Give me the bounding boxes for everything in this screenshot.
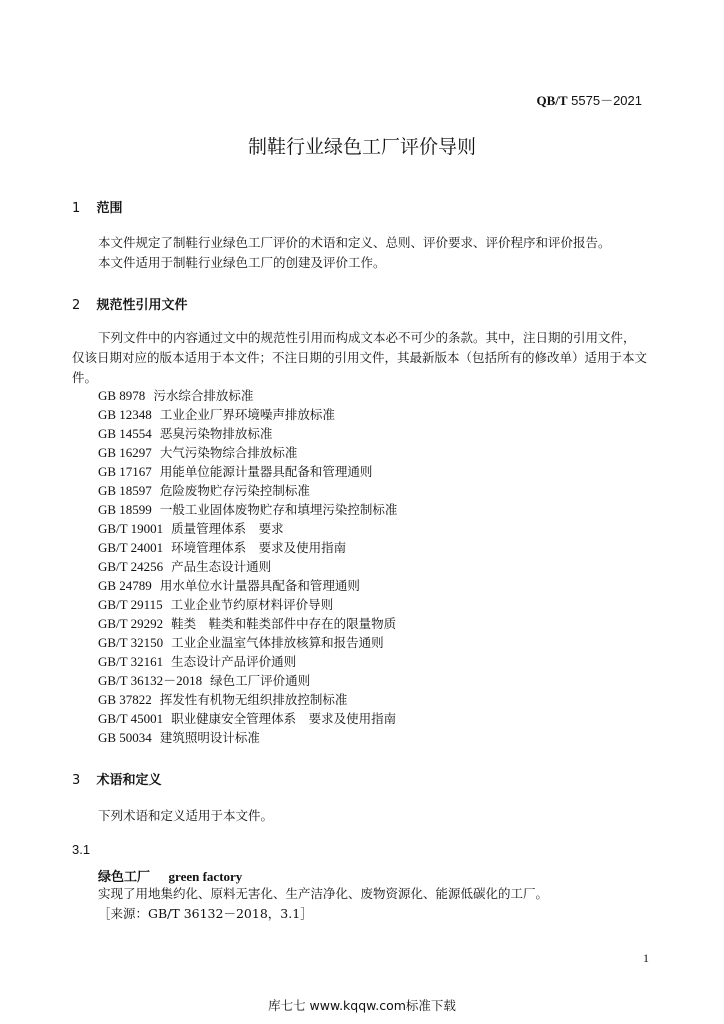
section-title: 范围 (96, 201, 123, 216)
reference-code: GB 18597 (98, 483, 152, 498)
reference-item (98, 500, 397, 519)
reference-code: GB 18599 (98, 502, 152, 517)
reference-item (98, 424, 397, 443)
reference-code: GB/T 19001 (98, 521, 164, 536)
reference-name: 工业企业节约原材料评价导则 (170, 597, 334, 612)
section-title: 术语和定义 (96, 773, 162, 788)
reference-name: 恶臭污染物排放标准 (159, 426, 273, 441)
reference-code: GB/T 29292 (98, 616, 164, 631)
reference-item (98, 652, 397, 671)
document-code-prefix: QB/T (536, 93, 568, 108)
document-code (536, 90, 642, 109)
reference-name: 绿色工厂评价通则 (210, 673, 311, 688)
term-source: ［来源：GB/T 36132－2018，3.1］ (98, 906, 313, 921)
section-1-heading (72, 197, 123, 216)
section-2-heading (72, 294, 188, 313)
reference-name: 一般工业固体废物贮存和填埋污染控制标准 (159, 502, 398, 517)
reference-code: GB 24789 (98, 578, 152, 593)
reference-name: 工业企业厂界环境噪声排放标准 (159, 407, 335, 422)
clause-number: 3.1 (72, 842, 91, 857)
reference-item (98, 443, 397, 462)
section-number: 3 (72, 773, 81, 788)
reference-code: GB 37822 (98, 692, 152, 707)
term-heading (98, 866, 242, 885)
reference-code: GB/T 24001 (98, 540, 164, 555)
reference-item (98, 671, 397, 690)
reference-code: GB/T 24256 (98, 559, 164, 574)
section-3-heading (72, 769, 162, 788)
reference-code: GB/T 36132－2018 (98, 673, 203, 688)
term-definition: 实现了用地集约化、原料无害化、生产洁净化、废物资源化、能源低碳化的工厂。 (98, 886, 549, 901)
section-2-intro: 下列文件中的内容通过文中的规范性引用而构成文本必不可少的条款。其中，注日期的引用文件，仅该日期对应的版本适用于本文件；不注日期的引用文件，其最新版本（包括所有的修改单）适用于本文件。 (72, 330, 648, 385)
reference-name: 用水单位水计量器具配备和管理通则 (159, 578, 360, 593)
reference-item (98, 538, 397, 557)
reference-code: GB 14554 (98, 426, 152, 441)
normative-reference-list (98, 386, 397, 747)
reference-code: GB 17167 (98, 464, 152, 479)
reference-name: 大气污染物综合排放标准 (159, 445, 298, 460)
term-chinese: 绿色工厂 (98, 870, 151, 885)
reference-code: GB 50034 (98, 730, 152, 745)
reference-name: 生态设计产品评价通则 (171, 654, 297, 669)
reference-name: 建筑照明设计标准 (159, 730, 260, 745)
section-title: 规范性引用文件 (96, 298, 188, 313)
section-number: 1 (72, 201, 81, 216)
reference-name: 污水综合排放标准 (153, 388, 254, 403)
section-1-paragraph-1: 本文件规定了制鞋行业绿色工厂评价的术语和定义、总则、评价要求、评价程序和评价报告。 (98, 235, 611, 250)
reference-code: GB/T 32150 (98, 635, 164, 650)
reference-item (98, 633, 397, 652)
section-3-intro: 下列术语和定义适用于本文件。 (98, 808, 274, 823)
footer-watermark: 库七七 www.kqqw.com标准下载 (268, 998, 456, 1013)
section-1-paragraph-2: 本文件适用于制鞋行业绿色工厂的创建及评价工作。 (98, 255, 386, 270)
reference-name: 职业健康安全管理体系 要求及使用指南 (171, 711, 397, 726)
reference-item (98, 519, 397, 538)
reference-item (98, 462, 397, 481)
page-number: 1 (643, 951, 649, 965)
reference-name: 工业企业温室气体排放核算和报告通则 (171, 635, 384, 650)
reference-code: GB/T 32161 (98, 654, 164, 669)
reference-name: 产品生态设计通则 (171, 559, 272, 574)
reference-item (98, 728, 397, 747)
reference-name: 环境管理体系 要求及使用指南 (171, 540, 347, 555)
term-english: green factory (168, 869, 243, 884)
document-code-number: 5575－2021 (571, 93, 642, 108)
reference-item (98, 481, 397, 500)
reference-item (98, 576, 397, 595)
reference-name: 用能单位能源计量器具配备和管理通则 (159, 464, 373, 479)
reference-item (98, 386, 397, 405)
reference-name: 鞋类 鞋类和鞋类部件中存在的限量物质 (171, 616, 397, 631)
reference-item (98, 690, 397, 709)
reference-code: GB 12348 (98, 407, 152, 422)
reference-name: 挥发性有机物无组织排放控制标准 (159, 692, 348, 707)
reference-name: 危险废物贮存污染控制标准 (159, 483, 310, 498)
reference-name: 质量管理体系 要求 (171, 521, 284, 536)
section-number: 2 (72, 298, 81, 313)
document-title: 制鞋行业绿色工厂评价导则 (247, 136, 476, 158)
reference-code: GB/T 45001 (98, 711, 164, 726)
reference-item (98, 614, 397, 633)
reference-item (98, 709, 397, 728)
reference-code: GB/T 29115 (98, 597, 163, 612)
reference-item (98, 557, 397, 576)
reference-code: GB 8978 (98, 388, 146, 403)
reference-code: GB 16297 (98, 445, 152, 460)
reference-item (98, 595, 397, 614)
reference-item (98, 405, 397, 424)
